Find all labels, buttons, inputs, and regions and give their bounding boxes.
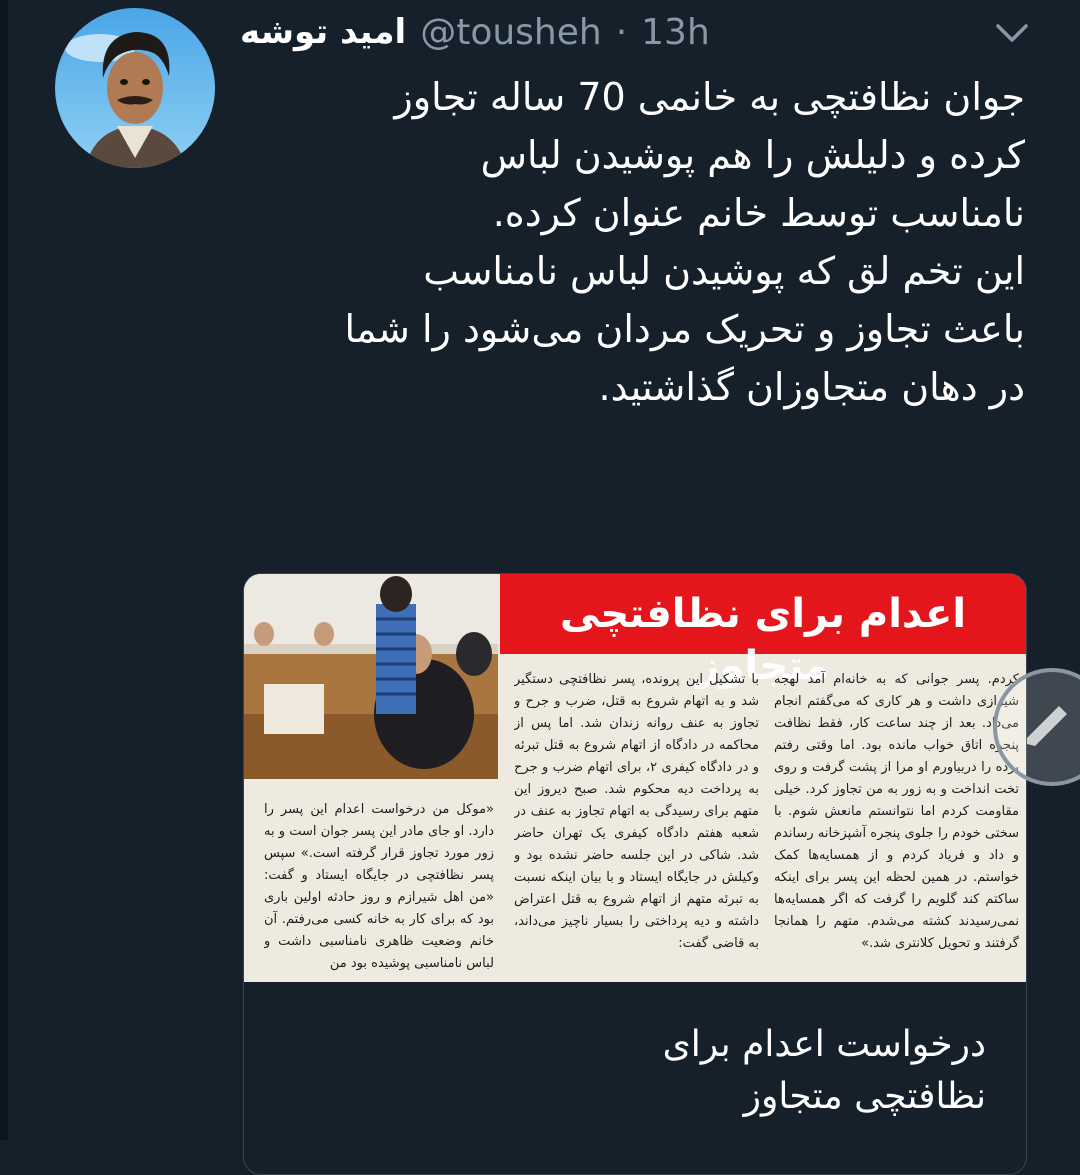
window-edge — [0, 0, 8, 1140]
card-image — [244, 574, 1026, 982]
avatar-image — [55, 8, 215, 168]
separator: · — [615, 11, 628, 53]
user-handle[interactable]: @tousheh — [420, 11, 602, 53]
tweet-header — [240, 8, 1000, 56]
courtroom-photo — [244, 574, 498, 779]
display-name[interactable]: امید توشه — [240, 12, 407, 52]
news-column-3: «موکل من درخواست اعدام این پسر را دارد. او جای مادر این پسر جوان است و به زور مورد تجاوز قرار گرفته است.» سپس پسر نظافتچی در جایگاه ایستاد و گفت: «من اهل شیرازم و روز حادثه اولین باری بود که برای کار به خانه کسی می‌رفتم. آن خانم وضعیت ظاهری نامناسبی داشت و لباس نامناسبی پوشیده بود من — [264, 802, 494, 971]
timestamp[interactable]: 13h — [641, 11, 710, 53]
link-card[interactable] — [243, 573, 1027, 1175]
tweet-text: جوان نظافتچی به خانمی 70 ساله تجاوز کرده و دلیلش را هم پوشیدن لباس نامناسب توسط خانم عنوان کرده. این تخم لق که پوشیدن لباس نامناسب باعث تجاوز و تحریک مردان می‌شود را شما در دهان متجاوزان گذاشتید. — [344, 75, 1025, 409]
avatar[interactable] — [55, 8, 215, 168]
card-title[interactable]: درخواست اعدام برای نظافتچی متجاوز — [662, 1024, 986, 1117]
image-headline: اعدام برای نظافتچی متجاوز — [559, 591, 967, 689]
news-column-2: با تشکیل این پرونده، پسر نظافتچی دستگیر شد و به اتهام شروع به قتل، ضرب و جرح و تجاوز به عنف روانه زندان شد. اما پس از محاکمه در دادگاه از اتهام شروع به قتل تبرئه و در دادگاه کیفری ۲، برای اتهام ضرب و جرح به پرداخت دیه محکوم شد. صبح دیروز این متهم برای رسیدگی به اتهام تجاوز به عنف در شعبه هفتم دادگاه کیفری یک تهران حاضر شد. شاکی در این جلسه حاضر نشده بود و وکیلش در جایگاه ایستاد و با بیان اینکه نسبت به تبرئه متهم از اتهام شروع به قتل اعتراض داشته و دیه پرداختی را بسیار ناچیز می‌داند، به قاضی گفت: — [514, 672, 759, 951]
news-column-1: کردم. پسر جوانی که به خانه‌ام آمد لهجه شیرازی داشت و هر کاری که می‌گفتم انجام می‌داد. بعد از چند ساعت کار، فقط نظافت پنجره اتاق خواب مانده بود. اما وقتی رفتم پرده را دربیاورم او مرا از پشت گرفت و روی تخت انداخت و به زور به من تجاوز کرد. خیلی مقاومت کردم اما نتوانستم مانعش شوم. با سختی خودم را جلوی پنجره آشپزخانه رساندم و داد و فریاد کردم و از همسایه‌ها کمک خواستم. در همین لحظه این پسر برای اینکه ساکتم کند گلویم را گرفت که اگر همسایه‌ها نمی‌رسیدند کشته می‌شدم. متهم را همانجا گرفتند و تحویل کلانتری شد.» — [774, 672, 1019, 951]
chevron-down-icon[interactable] — [992, 18, 1032, 48]
pencil-icon[interactable] — [993, 668, 1080, 786]
